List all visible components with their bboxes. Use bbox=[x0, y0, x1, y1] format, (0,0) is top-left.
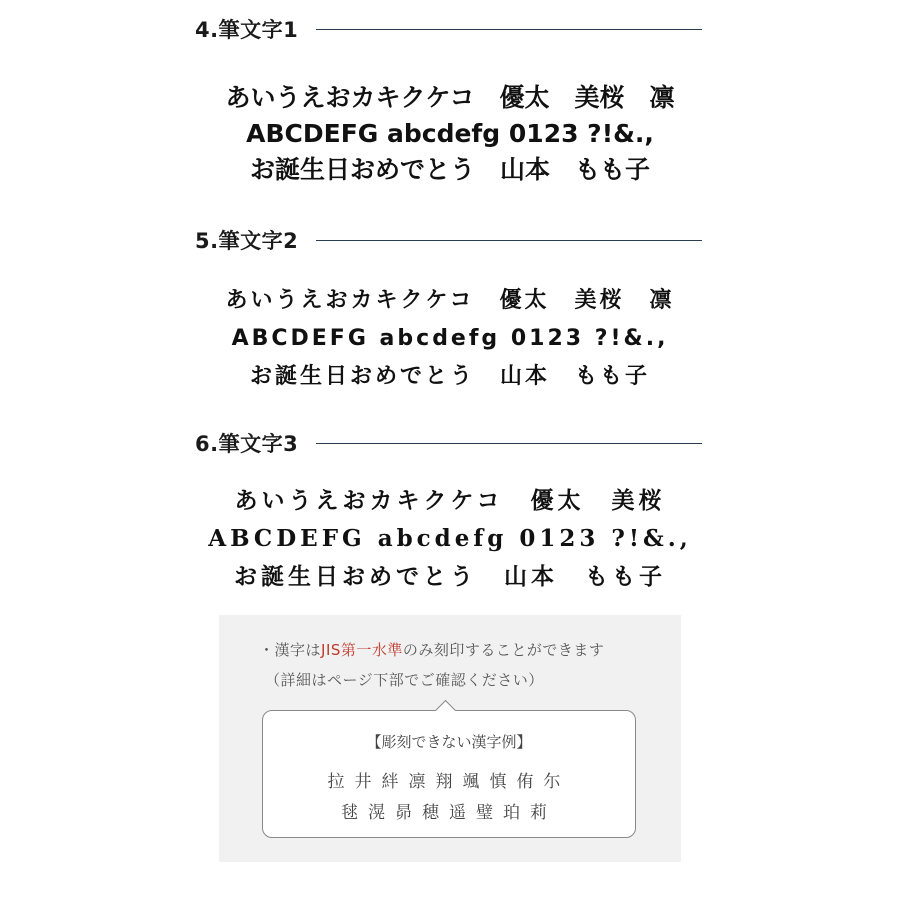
font-sample-2 bbox=[150, 282, 750, 396]
section-divider bbox=[316, 443, 702, 444]
notice-line-2: （詳細はページ下部でご確認ください） bbox=[265, 671, 544, 689]
font-sample-3 bbox=[150, 482, 750, 596]
bubble-tail bbox=[435, 700, 456, 721]
sample-line: お誕生日おめでとう 山本 もも子 bbox=[249, 364, 650, 389]
kanji-example-row-1: 拉井絆凛翔颯慎侑尓 bbox=[327, 772, 571, 792]
section-divider bbox=[316, 29, 702, 30]
notice-accent: JIS第一水準 bbox=[321, 641, 403, 659]
sample-line: ABCDEFG abcdefg 0123 ?!&., bbox=[231, 326, 669, 351]
sample-line: ABCDEFG abcdefg 0123 ?!&., bbox=[246, 119, 654, 148]
section-divider bbox=[316, 240, 702, 241]
sample-line: お誕生日おめでとう 山本 もも子 bbox=[234, 563, 666, 590]
section-title: 4.筆文字1 bbox=[195, 18, 299, 42]
notice-line-1 bbox=[259, 639, 604, 660]
sample-line: ABCDEFG abcdefg 0123 ?!&., bbox=[208, 525, 692, 552]
kanji-notice-box bbox=[219, 615, 681, 862]
unusable-kanji-bubble bbox=[262, 710, 636, 838]
section-title: 6.筆文字3 bbox=[195, 432, 299, 456]
section-header-font3 bbox=[195, 428, 702, 458]
sample-line: あいうえおカキクケコ 優太 美桜 bbox=[234, 487, 666, 514]
section-title: 5.筆文字2 bbox=[195, 229, 299, 253]
section-header-font1 bbox=[195, 14, 702, 44]
notice-prefix: ・漢字は bbox=[259, 641, 322, 659]
notice-suffix: のみ刻印することができます bbox=[402, 641, 605, 659]
sample-line: お誕生日おめでとう 山本 もも子 bbox=[249, 155, 650, 184]
section-header-font2 bbox=[195, 225, 702, 255]
kanji-example-row-2: 毬滉昴穂遥璧珀莉 bbox=[341, 803, 557, 823]
sample-line: あいうえおカキクケコ 優太 美桜 凛 bbox=[225, 288, 675, 313]
sample-line: あいうえおカキクケコ 優太 美桜 凛 bbox=[225, 83, 675, 112]
font-sample-1 bbox=[150, 80, 750, 188]
bubble-title: 【彫刻できない漢字例】 bbox=[366, 733, 532, 751]
